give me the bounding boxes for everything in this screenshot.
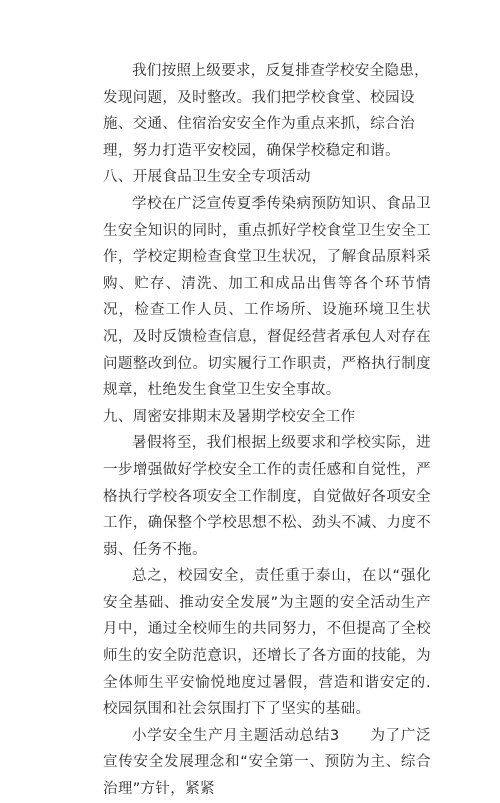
paragraph-conclusion: 总之，校园安全，责任重于泰山，在以“强化安全基础、推动安全发展”为主题的安全活动生产月中，通过全校师生的共同努力，不但提高了全校师生的安全防范意识，还增长了各方面的技能，为全体师生平安愉悦地度过暑假，营造和谐安定的.校园氛围和社会氛围打下了坚实的基础。: [103, 568, 431, 718]
paragraph-intro: 我们按照上级要求，反复排查学校安全隐患，发现问题，及时整改。我们把学校食堂、校园设施、交通、住宿治安安全作为重点来抓，综合治理，努力打造平安校园，确保学校稳定和谐。: [103, 63, 429, 159]
paragraph-food-safety: 学校在广泛宣传夏季传染病预防知识、食品卫生安全知识的同时，重点抓好学校食堂卫生安全工作，学校定期检查食堂卫生状况，了解食品原料采购、贮存、清洗、加工和成品出售等各个环节情况，检查工作人员、工作场所、设施环境卫生状况，及时反馈检查信息，督促经营者承包人对存在问题整改到位。切实履行工作职责，严格执行制度规章，杜绝发生食堂卫生安全事故。: [103, 195, 431, 399]
document-page: [103, 58, 431, 803]
section-heading-9: 九、周密安排期末及暑期学校安全工作: [103, 408, 356, 425]
section-heading-8: 八、开展食品卫生安全专项活动: [103, 169, 311, 186]
paragraph-summer-safety: 暑假将至，我们根据上级要求和学校实际，进一步增强做好学校安全工作的责任感和自觉性，严格执行学校各项安全工作制度，自觉做好各项安全工作，确保整个学校思想不松、劲头不减、力度不弱、任务不拖。: [103, 435, 431, 558]
paragraph-next-article: 小学安全生产月主题活动总结3 为了广泛宣传安全发展理念和“安全第一、预防为主、综合治理”方针，紧紧: [103, 727, 431, 798]
